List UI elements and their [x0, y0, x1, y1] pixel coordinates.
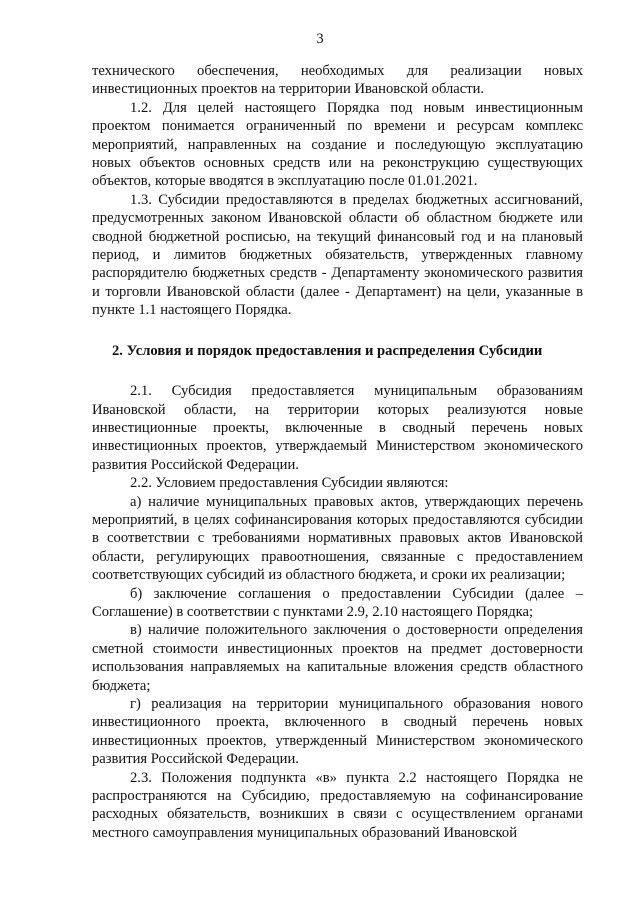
- paragraph-2-2-a: а) наличие муниципальных правовых актов, утверждающих перечень мероприятий, в целях софинансирования которых предоставляются субсидии в соответствии с требованиями нормативных правовых актов Ивановской области, регулирующих правоотношения, связанные с предоставлением соответствующих субсидий из областного бюджета, и сроки их реализации;: [92, 493, 583, 584]
- paragraph-2-2-v: в) наличие положительного заключения о достоверности определения сметной стоимости инвестиционных проектов на предмет достоверности использования направляемых на капитальные вложения средств областного бюджета;: [92, 622, 583, 694]
- paragraph-1-3: 1.3. Субсидии предоставляются в пределах бюджетных ассигнований, предусмотренных законом Ивановской области об областном бюджете или сводной бюджетной росписью, на текущий финансовый год и на плановый период, и лимитов бюджетных обязательств, утвержденных главному распорядителю бюджетных средств - Департаменту экономического развития и торговли Ивановской области (далее - Департамент) на цели, указанные в пункте 1.1 настоящего Порядка.: [92, 191, 583, 319]
- paragraph-2-1: 2.1. Субсидия предоставляется муниципальным образованиям Ивановской области, на территории которых реализуются новые инвестиционные проекты, включенные в сводный перечень новых инвестиционных проектов, утверждаемый Министерством экономического развития Российской Федерации.: [92, 383, 583, 473]
- paragraph-1-2: 1.2. Для целей настоящего Порядка под новым инвестиционным проектом понимается ограниченный по времени и ресурсам комплекс мероприятий, направленных на создание и последующую эксплуатацию новых объектов основных средств или на реконструкцию существующих объектов, которые вводятся в эксплуатацию после 01.01.2021.: [92, 99, 583, 190]
- paragraph-2-3: 2.3. Положения подпункта «в» пункта 2.2 настоящего Порядка не распространяются на Субсидию, предоставляемую на софинансирование расходных обязательств, возникших в связи с осуществлением органами местного самоуправления муниципальных образований Ивановской: [92, 769, 583, 841]
- document-body: [92, 62, 583, 842]
- paragraph-2-2: 2.2. Условием предоставления Субсидии являются:: [130, 475, 449, 492]
- paragraph-1-continuation: технического обеспечения, необходимых для реализации новых инвестиционных проектов на территории Ивановской области.: [92, 63, 583, 98]
- section-2-heading: 2. Условия и порядок предоставления и распределения Субсидии: [112, 342, 543, 359]
- paragraph-2-2-b: б) заключение соглашения о предоставлении Субсидии (далее – Соглашение) в соответствии с пунктами 2.9, 2.10 настоящего Порядка;: [92, 585, 583, 620]
- page-number: 3: [316, 31, 324, 47]
- paragraph-2-2-g: г) реализация на территории муниципального образования нового инвестиционного проекта, включенного в сводный перечень новых инвестиционных проектов, утвержденный Министерством экономического развития Российской Федерации.: [92, 696, 583, 768]
